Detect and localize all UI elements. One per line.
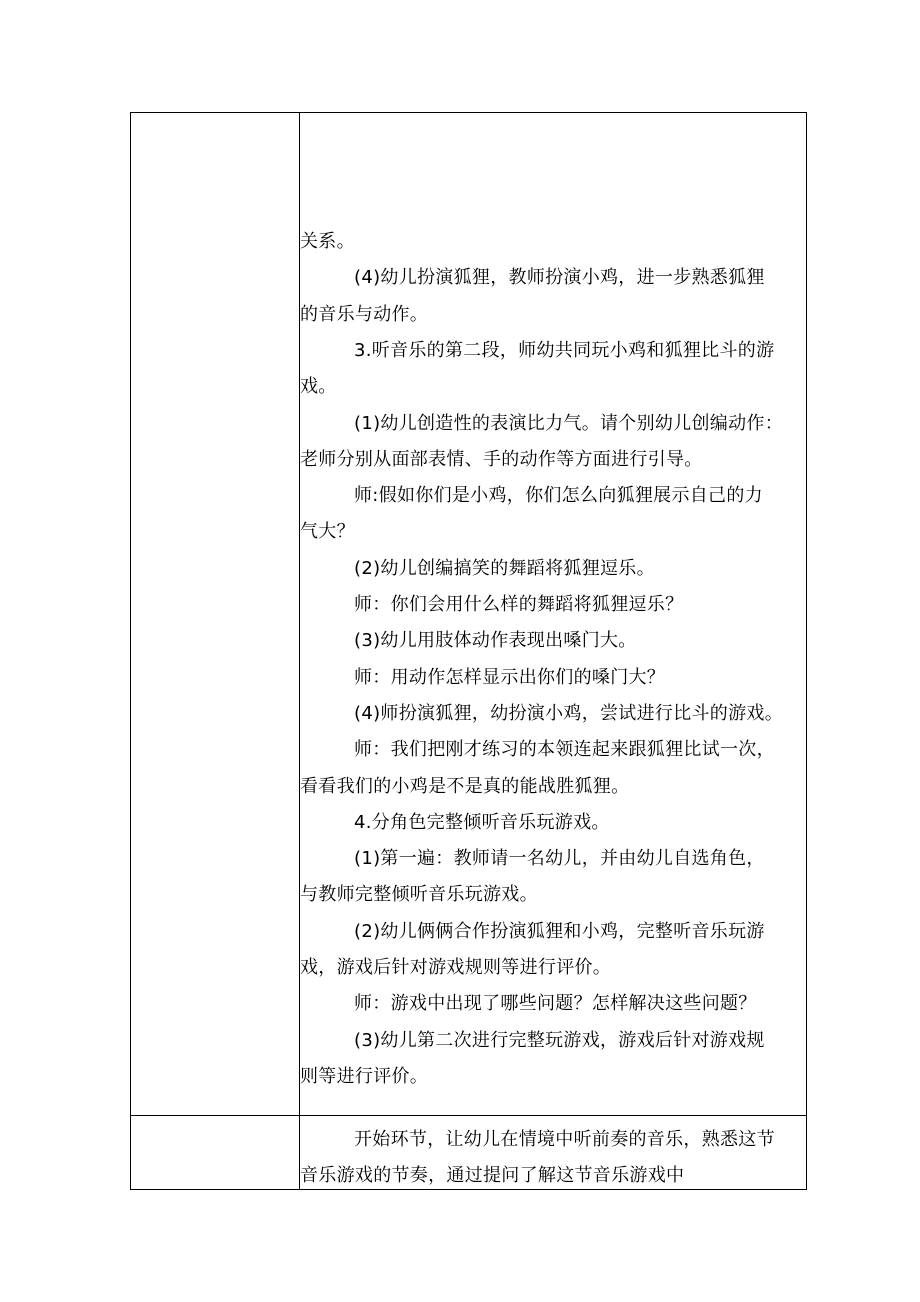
text-line: 音乐游戏的节奏，通过提问了解这节音乐游戏中 xyxy=(300,1165,685,1186)
text-line: (2)幼儿创编搞笑的舞蹈将狐狸逗乐。 xyxy=(354,557,655,579)
activity-reflection-cell xyxy=(300,1116,806,1190)
text-line: (3)幼儿用肢体动作表现出嗓门大。 xyxy=(354,630,637,652)
text-line: 戏。 xyxy=(300,376,337,398)
text-line: 气大？ xyxy=(300,521,355,543)
text-line: 师：用动作怎样显示出你们的嗓门大？ xyxy=(354,666,666,688)
text-line: 师：我们把刚才练习的本领连起来跟狐狸比试一次， xyxy=(354,739,775,761)
text-line: 看看我们的小鸡是不是真的能战胜狐狸。 xyxy=(300,775,630,797)
text-line: 则等进行评价。 xyxy=(300,1065,429,1087)
text-line: (1)第一遍：教师请一名幼儿，并由幼儿自选角色， xyxy=(354,848,765,870)
text-line: (2)幼儿俩俩合作扮演狐狸和小鸡，完整听音乐玩游 xyxy=(354,920,765,942)
text-line: 师:假如你们是小鸡，你们怎么向狐狸展示自己的力 xyxy=(354,485,763,507)
text-line: (4)师扮演狐狸，幼扮演小鸡，尝试进行比斗的游戏。 xyxy=(354,702,783,724)
text-line: 老师分别从面部表情、手的动作等方面进行引导。 xyxy=(300,448,703,470)
text-line: 关系。 xyxy=(300,231,355,252)
text-line: 的音乐与动作。 xyxy=(300,303,429,325)
text-line: (3)幼儿第二次进行完整玩游戏，游戏后针对游戏规 xyxy=(354,1029,765,1051)
text-line: (1)幼儿创造性的表演比力气。请个别幼儿创编动作： xyxy=(354,412,783,434)
text-line: 3.听音乐的第二段，师幼共同玩小鸡和狐狸比斗的游 xyxy=(354,339,775,361)
text-line: 戏，游戏后针对游戏规则等进行评价。 xyxy=(300,957,612,978)
activity-process-cell xyxy=(300,113,806,1115)
text-line: (4)幼儿扮演狐狸，教师扮演小鸡，进一步熟悉狐狸 xyxy=(354,267,765,289)
text-line: 与教师完整倾听音乐玩游戏。 xyxy=(300,884,538,906)
text-line: 开始环节，让幼儿在情境中听前奏的音乐，熟悉这节 xyxy=(354,1129,775,1150)
lesson-plan-table xyxy=(130,112,807,1190)
text-line: 师：你们会用什么样的舞蹈将狐狸逗乐？ xyxy=(354,594,684,615)
text-line: 4.分角色完整倾听音乐玩游戏。 xyxy=(354,811,610,833)
text-line: 师：游戏中出现了哪些问题？怎样解决这些问题？ xyxy=(354,993,757,1015)
